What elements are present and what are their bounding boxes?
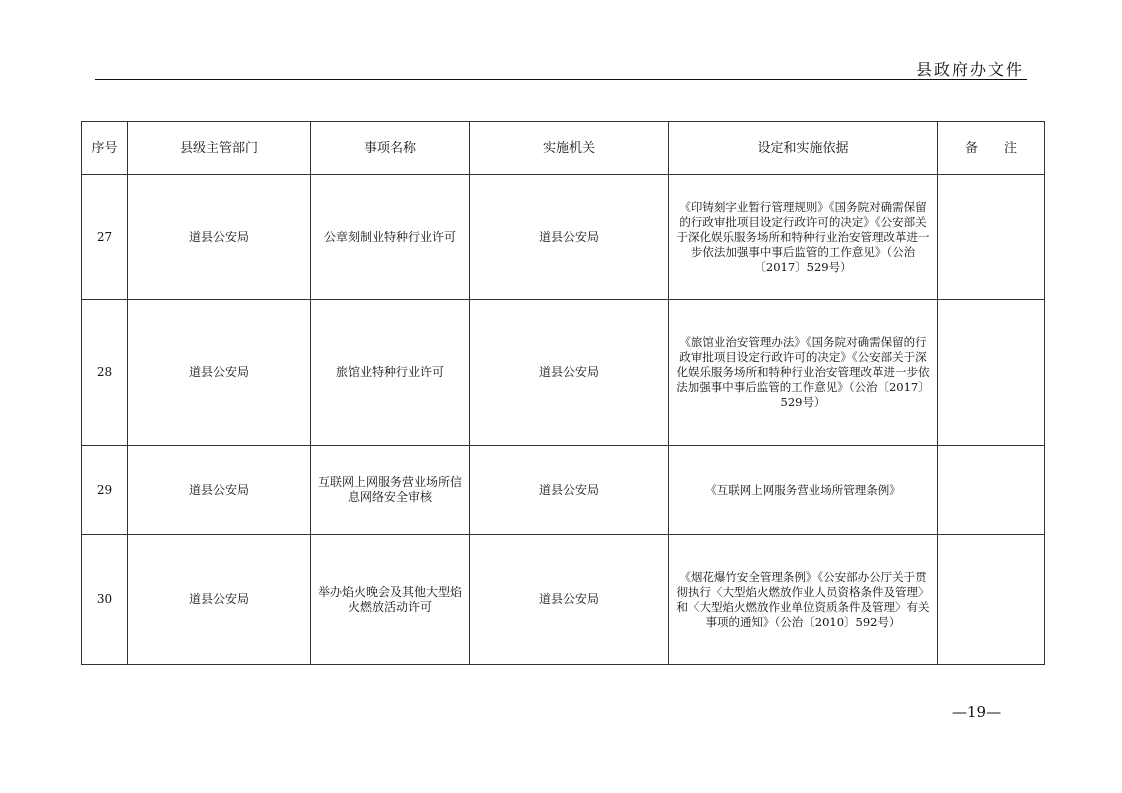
document-header-title: 县政府办文件 — [915, 60, 1024, 79]
table-row — [82, 535, 1045, 665]
page-number: —19— — [952, 703, 1002, 721]
row-basis: 《烟花爆竹安全管理条例》《公安部办公厅关于贯彻执行〈大型焰火燃放作业人员资格条件及管理〉和〈大型焰火燃放作业单位资质条件及管理〉有关事项的通知》（公治〔2010〕592号） — [669, 535, 938, 665]
row-remark — [938, 175, 1045, 300]
row-number: 29 — [82, 446, 128, 535]
row-item-name: 旅馆业特种行业许可 — [311, 300, 470, 446]
row-item-name: 互联网上网服务营业场所信息网络安全审核 — [311, 446, 470, 535]
row-agency: 道县公安局 — [470, 300, 669, 446]
table-row — [82, 446, 1045, 535]
column-header-basis: 设定和实施依据 — [669, 122, 938, 175]
row-item-name: 举办焰火晚会及其他大型焰火燃放活动许可 — [311, 535, 470, 665]
row-item-name: 公章刻制业特种行业许可 — [311, 175, 470, 300]
column-header-no: 序号 — [82, 122, 128, 175]
table-row — [82, 175, 1045, 300]
column-header-department: 县级主管部门 — [128, 122, 311, 175]
row-department: 道县公安局 — [128, 446, 311, 535]
row-department: 道县公安局 — [128, 175, 311, 300]
column-header-item: 事项名称 — [311, 122, 470, 175]
row-number: 30 — [82, 535, 128, 665]
table-header-row — [82, 122, 1045, 175]
approval-items-table — [81, 121, 1045, 665]
header-rule — [95, 79, 1027, 80]
row-number: 28 — [82, 300, 128, 446]
row-basis: 《印铸刻字业暂行管理规则》《国务院对确需保留的行政审批项目设定行政许可的决定》《公安部关于深化娱乐服务场所和特种行业治安管理改革进一步依法加强事中事后监管的工作意见》（公治〔2017〕529号） — [669, 175, 938, 300]
column-header-remark: 备 注 — [938, 122, 1045, 175]
row-remark — [938, 300, 1045, 446]
table-row — [82, 300, 1045, 446]
row-basis: 《旅馆业治安管理办法》《国务院对确需保留的行政审批项目设定行政许可的决定》《公安部关于深化娱乐服务场所和特种行业治安管理改革进一步依法加强事中事后监管的工作意见》（公治〔2017〕529号） — [669, 300, 938, 446]
column-header-agency: 实施机关 — [470, 122, 669, 175]
row-remark — [938, 446, 1045, 535]
row-agency: 道县公安局 — [470, 535, 669, 665]
row-department: 道县公安局 — [128, 535, 311, 665]
row-agency: 道县公安局 — [470, 175, 669, 300]
row-agency: 道县公安局 — [470, 446, 669, 535]
row-remark — [938, 535, 1045, 665]
row-department: 道县公安局 — [128, 300, 311, 446]
row-number: 27 — [82, 175, 128, 300]
row-basis: 《互联网上网服务营业场所管理条例》 — [669, 446, 938, 535]
